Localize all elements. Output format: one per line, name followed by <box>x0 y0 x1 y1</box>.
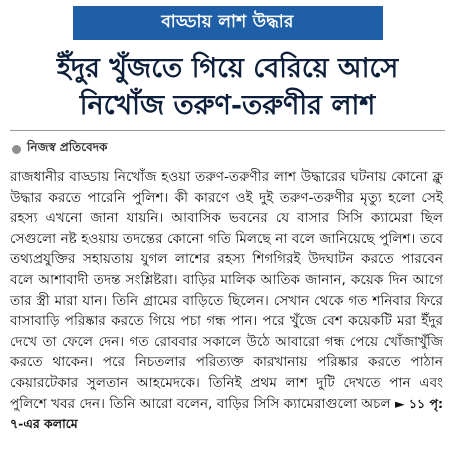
byline-text: নিজস্ব প্রতিবেদক <box>27 140 108 154</box>
section-kicker: বাড্ডায় লাশ উদ্ধার <box>73 6 383 40</box>
headline-line-1: ইঁদুর খুঁজতে গিয়ে বেরিয়ে আসে <box>56 53 399 84</box>
article-text: রাজধানীর বাড্ডায় নিখোঁজ হওয়া তরুণ-তরুণীর লাশ উদ্ধারের ঘটনায় কোনো ক্লু উদ্ধার করতে পারেনি পুলিশ। কী কারণে ওই দুই তরুণ-তরুণীর মৃত্যু হলো সেই রহস্য এখনো জানা যায়নি। আবাসিক ভবনের যে বাসার সিসি ক্যামেরা ছিল সেগুলো নষ্ট হওয়ায় তদন্তের কোনো গতি মিলছে না বলে জানিয়েছে পুলিশ। তবে তথ্যপ্রযুক্তির সহায়তায় যুগল লাশের রহস্য শিগগিরই উদঘাটন করতে পারবেন বলে আশাবাদী তদন্ত সংশ্লিষ্টরা। বাড়ির মালিক আতিক জানান, কয়েক দিন আগে তার স্ত্রী মারা যান। তিনি গ্রামের বাড়িতে ছিলেন। সেখান থেকে গত শনিবার ফিরে বাসাবাড়ি পরিষ্কার করতে গিয়ে পচা গন্ধ পান। পরে খুঁজে বেশ কয়েকটি মরা ইঁদুর দেখে তা ফেলে দেন। গত রোববার সকালে উঠে আবারো গন্ধ পেয়ে খোঁজাখুঁজি করতে থাকেন। পরে নিচতলার পরিত্যক্ত কারখানায় পরিষ্কার করতে পাঠান কেয়ারটেকার সুলতান আহমেদকে। তিনিই প্রথম লাশ দুটি দেখতে পান এবং পুলিশে খবর দেন। তিনি আরো বলেন, বাড়ির সিসি ক্যামেরাগুলো অচল <box>10 169 443 412</box>
bullet-icon <box>12 145 21 154</box>
divider <box>10 130 445 131</box>
byline <box>12 139 445 159</box>
continued-marker: ► ১১ পৃ: ৭-এর কলামে <box>10 395 443 432</box>
headline <box>10 50 445 124</box>
article-body <box>10 167 445 435</box>
headline-line-2: নিখোঁজ তরুণ-তরুণীর লাশ <box>79 90 376 121</box>
